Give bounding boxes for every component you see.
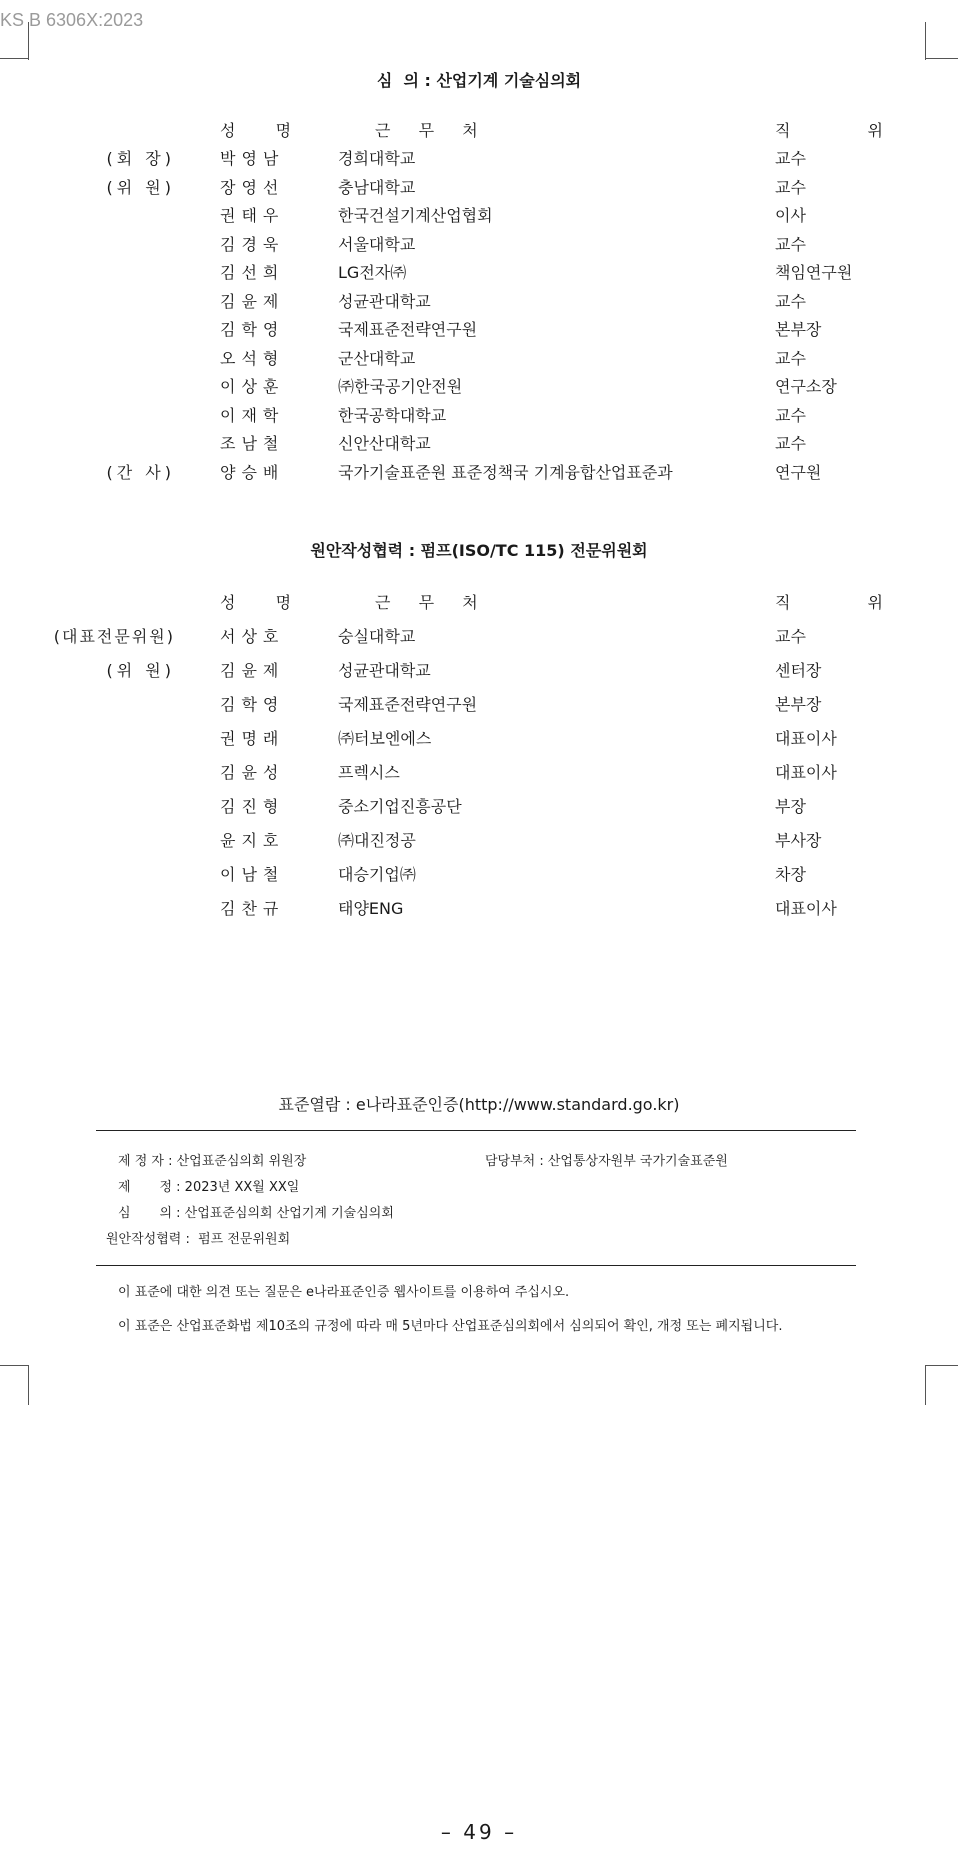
- member-row: [0, 658, 958, 682]
- member-affiliation: ㈜한국공기안전원: [338, 377, 463, 396]
- member-row: [0, 374, 958, 398]
- crop-mark-bottom-right-v: [925, 1365, 927, 1405]
- crop-mark-bottom-left: [0, 1365, 28, 1367]
- member-row: [0, 896, 958, 920]
- member-position: 이사: [775, 206, 806, 225]
- section2-header-row: [0, 590, 958, 614]
- member-name: 서상호: [220, 627, 285, 646]
- member-name: 장영선: [220, 177, 285, 197]
- member-row: [0, 289, 958, 313]
- member-row: [0, 692, 958, 716]
- footer-rule-top: [96, 1130, 856, 1131]
- member-affiliation: 국가기술표준원 표준정책국 기계융합산업표준과: [338, 462, 673, 482]
- member-affiliation: 한국건설기계산업협회: [338, 206, 493, 225]
- section2-title: 원안작성협력 : 펌프(ISO/TC 115) 전문위원회: [310, 541, 648, 560]
- member-row: [0, 403, 958, 427]
- member-name: 김경욱: [220, 234, 285, 254]
- member-affiliation: 중소기업진흥공단: [338, 797, 462, 816]
- member-row: [0, 175, 958, 199]
- member-row: [0, 317, 958, 341]
- member-position: 대표이사: [775, 763, 837, 782]
- member-affiliation: ㈜대진정공: [338, 831, 416, 850]
- member-role: (대표전문위원): [53, 627, 175, 646]
- member-name: 김윤제: [220, 291, 285, 311]
- member-position: 대표이사: [775, 729, 837, 748]
- member-position: 책임연구원: [775, 263, 853, 282]
- col-header-position: 직 위: [775, 121, 883, 140]
- member-position: 교수: [775, 177, 806, 197]
- member-row: [0, 862, 958, 886]
- member-affiliation: 대승기업㈜: [338, 865, 416, 884]
- member-affiliation: 국제표준전략연구원: [338, 320, 478, 339]
- member-affiliation: 성균관대학교: [338, 291, 431, 311]
- col-header-name: 성 명: [220, 593, 302, 612]
- member-row: [0, 760, 958, 784]
- section1-header-row: [0, 118, 958, 142]
- member-position: 부사장: [775, 831, 822, 850]
- member-name: 김윤제: [220, 661, 285, 680]
- col-header-name: 성 명: [220, 121, 302, 140]
- member-affiliation: 충남대학교: [338, 177, 416, 197]
- member-row: [0, 624, 958, 648]
- member-position: 차장: [775, 865, 806, 884]
- member-role: (간 사): [106, 462, 175, 482]
- footer-note-feedback: 이 표준에 대한 의견 또는 질문은 e나라표준인증 웹사이트를 이용하여 주십시오.: [118, 1285, 570, 1300]
- member-affiliation: 태양ENG: [338, 899, 404, 918]
- member-position: 교수: [775, 149, 806, 168]
- member-position: 본부장: [775, 320, 822, 339]
- member-row: [0, 431, 958, 455]
- member-position: 교수: [775, 234, 806, 254]
- col-header-affiliation: 근 무 처: [375, 593, 484, 612]
- standard-view-line: 표준열람 : e나라표준인증(http://www.standard.go.kr): [278, 1095, 680, 1114]
- member-row: [0, 794, 958, 818]
- member-position: 교수: [775, 348, 806, 368]
- member-row: [0, 260, 958, 284]
- member-role: (위 원): [106, 177, 175, 197]
- member-name: 양승배: [220, 462, 285, 482]
- member-position: 연구소장: [775, 377, 837, 396]
- col-header-position: 직 위: [775, 593, 883, 612]
- member-role: (회 장): [106, 149, 175, 168]
- member-row: [0, 828, 958, 852]
- footer-note-review: 이 표준은 산업표준화법 제10조의 규정에 따라 매 5년마다 산업표준심의회에서 심의되어 확인, 개정 또는 폐지됩니다.: [118, 1319, 783, 1334]
- member-position: 대표이사: [775, 899, 837, 918]
- member-row: [0, 203, 958, 227]
- member-affiliation: ㈜터보엔에스: [338, 729, 432, 748]
- member-name: 이남철: [220, 865, 285, 884]
- member-name: 조남철: [220, 434, 285, 453]
- standard-code: KS B 6306X:2023: [0, 10, 144, 30]
- member-name: 김진형: [220, 797, 285, 816]
- crop-mark-bottom-left-v: [28, 1365, 30, 1405]
- member-affiliation: 숭실대학교: [338, 627, 416, 646]
- member-position: 연구원: [775, 462, 822, 482]
- member-name: 이재학: [220, 405, 285, 425]
- member-role: (위 원): [106, 661, 175, 680]
- member-row: [0, 726, 958, 750]
- member-name: 윤지호: [220, 831, 285, 850]
- crop-mark-top-right-h: [925, 58, 958, 60]
- member-affiliation: 신안산대학교: [338, 434, 431, 453]
- member-name: 오석형: [220, 348, 285, 368]
- member-position: 교수: [775, 627, 806, 646]
- member-position: 센터장: [775, 661, 822, 680]
- member-name: 김학영: [220, 695, 285, 714]
- member-name: 김찬규: [220, 899, 285, 918]
- member-name: 권명래: [220, 729, 285, 748]
- crop-mark-top-right: [925, 22, 936, 60]
- member-row: [0, 232, 958, 256]
- member-name: 김학영: [220, 320, 285, 339]
- crop-mark-bottom-right: [925, 1365, 958, 1367]
- member-name: 권태우: [220, 206, 285, 225]
- member-affiliation: 성균관대학교: [338, 661, 431, 680]
- member-row: [0, 460, 958, 484]
- footer-rule-bottom: [96, 1265, 856, 1266]
- member-name: 김선희: [220, 263, 285, 282]
- meta-deliberation: 심 의 : 산업표준심의회 산업기계 기술심의회: [118, 1206, 394, 1221]
- col-header-affiliation: 근 무 처: [375, 121, 484, 140]
- member-name: 박영남: [220, 149, 285, 168]
- member-position: 교수: [775, 291, 806, 311]
- member-affiliation: 서울대학교: [338, 234, 416, 254]
- member-affiliation: 한국공학대학교: [338, 405, 447, 425]
- member-position: 교수: [775, 434, 806, 453]
- member-affiliation: 국제표준전략연구원: [338, 695, 478, 714]
- crop-mark-top-left: [28, 22, 39, 60]
- meta-department: 담당부처 : 산업통상자원부 국가기술표준원: [485, 1154, 728, 1169]
- meta-draft: 원안작성협력 : 펌프 전문위원회: [106, 1232, 291, 1247]
- member-name: 이상훈: [220, 377, 285, 396]
- member-row: [0, 146, 958, 170]
- member-affiliation: 프렉시스: [338, 763, 400, 782]
- member-affiliation: 군산대학교: [338, 348, 416, 368]
- member-row: [0, 346, 958, 370]
- member-position: 교수: [775, 405, 806, 425]
- member-affiliation: 경희대학교: [338, 149, 416, 168]
- meta-enacted: 제 정 : 2023년 XX월 XX일: [118, 1180, 300, 1195]
- section1-title: 심 의 : 산업기계 기술심의회: [376, 71, 582, 90]
- meta-issuer: 제 정 자 : 산업표준심의회 위원장: [118, 1154, 307, 1169]
- member-affiliation: LG전자㈜: [338, 263, 407, 282]
- page-number: – 49 –: [440, 1820, 518, 1844]
- member-position: 본부장: [775, 695, 822, 714]
- member-position: 부장: [775, 797, 806, 816]
- member-name: 김윤성: [220, 763, 285, 782]
- crop-mark-top-left-h: [0, 58, 28, 60]
